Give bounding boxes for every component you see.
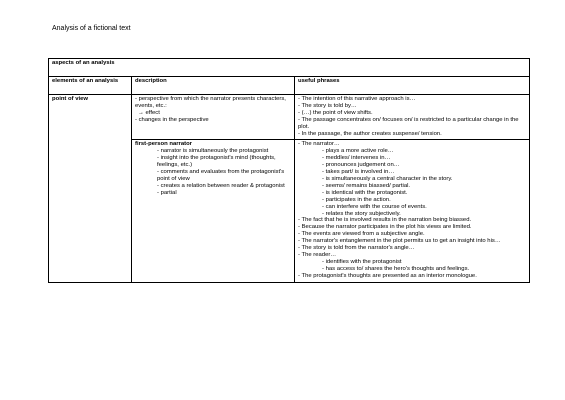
description-line: - insight into the protagonist's mind (thoughts, feelings, etc.): [157, 155, 276, 169]
phrase-line: - The narrator's entanglement in the plot permits us to get an insight into his…: [298, 238, 501, 245]
description-line: → effect: [138, 109, 160, 116]
description-line: - partial: [157, 189, 177, 196]
phrase-line: - In the passage, the author creates suspense/ tension.: [298, 130, 442, 137]
phrase-line: - The story is told from the narrator's angle…: [298, 245, 415, 252]
phrase-line: - The reader…: [298, 251, 337, 258]
document-title: Analysis of a fictional text: [52, 25, 131, 32]
phrase-line: - The fact that he is involved results in the narration being biassed.: [298, 217, 472, 224]
phrase-line: - The events are viewed from a subjective angle.: [298, 231, 425, 238]
header-description: description: [132, 77, 295, 95]
phrase-line: - The protagonist's thoughts are presented as an interior monologue.: [298, 272, 477, 279]
narrator-item: - is identical with the protagonist.: [322, 189, 408, 196]
phrases-point-of-view: [295, 95, 530, 140]
phrase-line: - The passage concentrates on/ focuses on/ is restricted to a particular change in the plot.: [298, 116, 519, 130]
header-phrases: useful phrases: [295, 77, 530, 95]
analysis-table: [48, 58, 530, 283]
narrator-item: - takes part/ is involved in…: [322, 169, 395, 176]
phrase-line: - The intention of this narrative approach is…: [298, 96, 416, 102]
description-line: - perspective from which the narrator presents characters, events, etc.:: [135, 96, 286, 109]
phrase-line: - Because the narrator participates in the plot his views are limited.: [298, 224, 472, 231]
narrator-item: - is simultaneously a central character in the story.: [322, 175, 453, 182]
description-line: - comments and evaluates from the protagonist's point of view: [157, 169, 285, 182]
narrator-item: - relates the story subjectively.: [322, 210, 401, 217]
phrase-line: - (…) the point of view shifts.: [298, 109, 373, 116]
table-caption: aspects of an analysis: [49, 59, 530, 77]
element-point-of-view: point of view: [49, 95, 132, 283]
narrator-item: - can interfere with the course of events.: [322, 203, 427, 210]
phrases-first-person: [295, 140, 530, 282]
phrase-line: - The story is told by…: [298, 102, 357, 109]
description-first-person: [132, 140, 295, 282]
narrator-item: - plays a more active role…: [322, 148, 394, 155]
first-person-heading: first-person narrator: [135, 141, 192, 148]
description-line: - narrator is simultaneously the protagonist: [157, 148, 269, 155]
reader-item: - has access to/ shares the hero's thoughts and feelings.: [322, 265, 470, 272]
description-line: - changes in the perspective: [135, 116, 209, 123]
narrator-item: - participates in the action.: [322, 196, 391, 203]
reader-item: - identifies with the protagonist: [322, 258, 402, 265]
description-line: - creates a relation between reader & protagonist: [157, 182, 285, 189]
phrase-line: - The narrator…: [298, 141, 340, 148]
narrator-item: - seems/ remains biassed/ partial.: [322, 182, 411, 189]
narrator-item: - meddles/ intervenes in…: [322, 155, 391, 162]
description-point-of-view: [132, 95, 295, 140]
narrator-item: - pronounces judgement on…: [322, 162, 400, 169]
header-elements: elements of an analysis: [49, 77, 132, 95]
